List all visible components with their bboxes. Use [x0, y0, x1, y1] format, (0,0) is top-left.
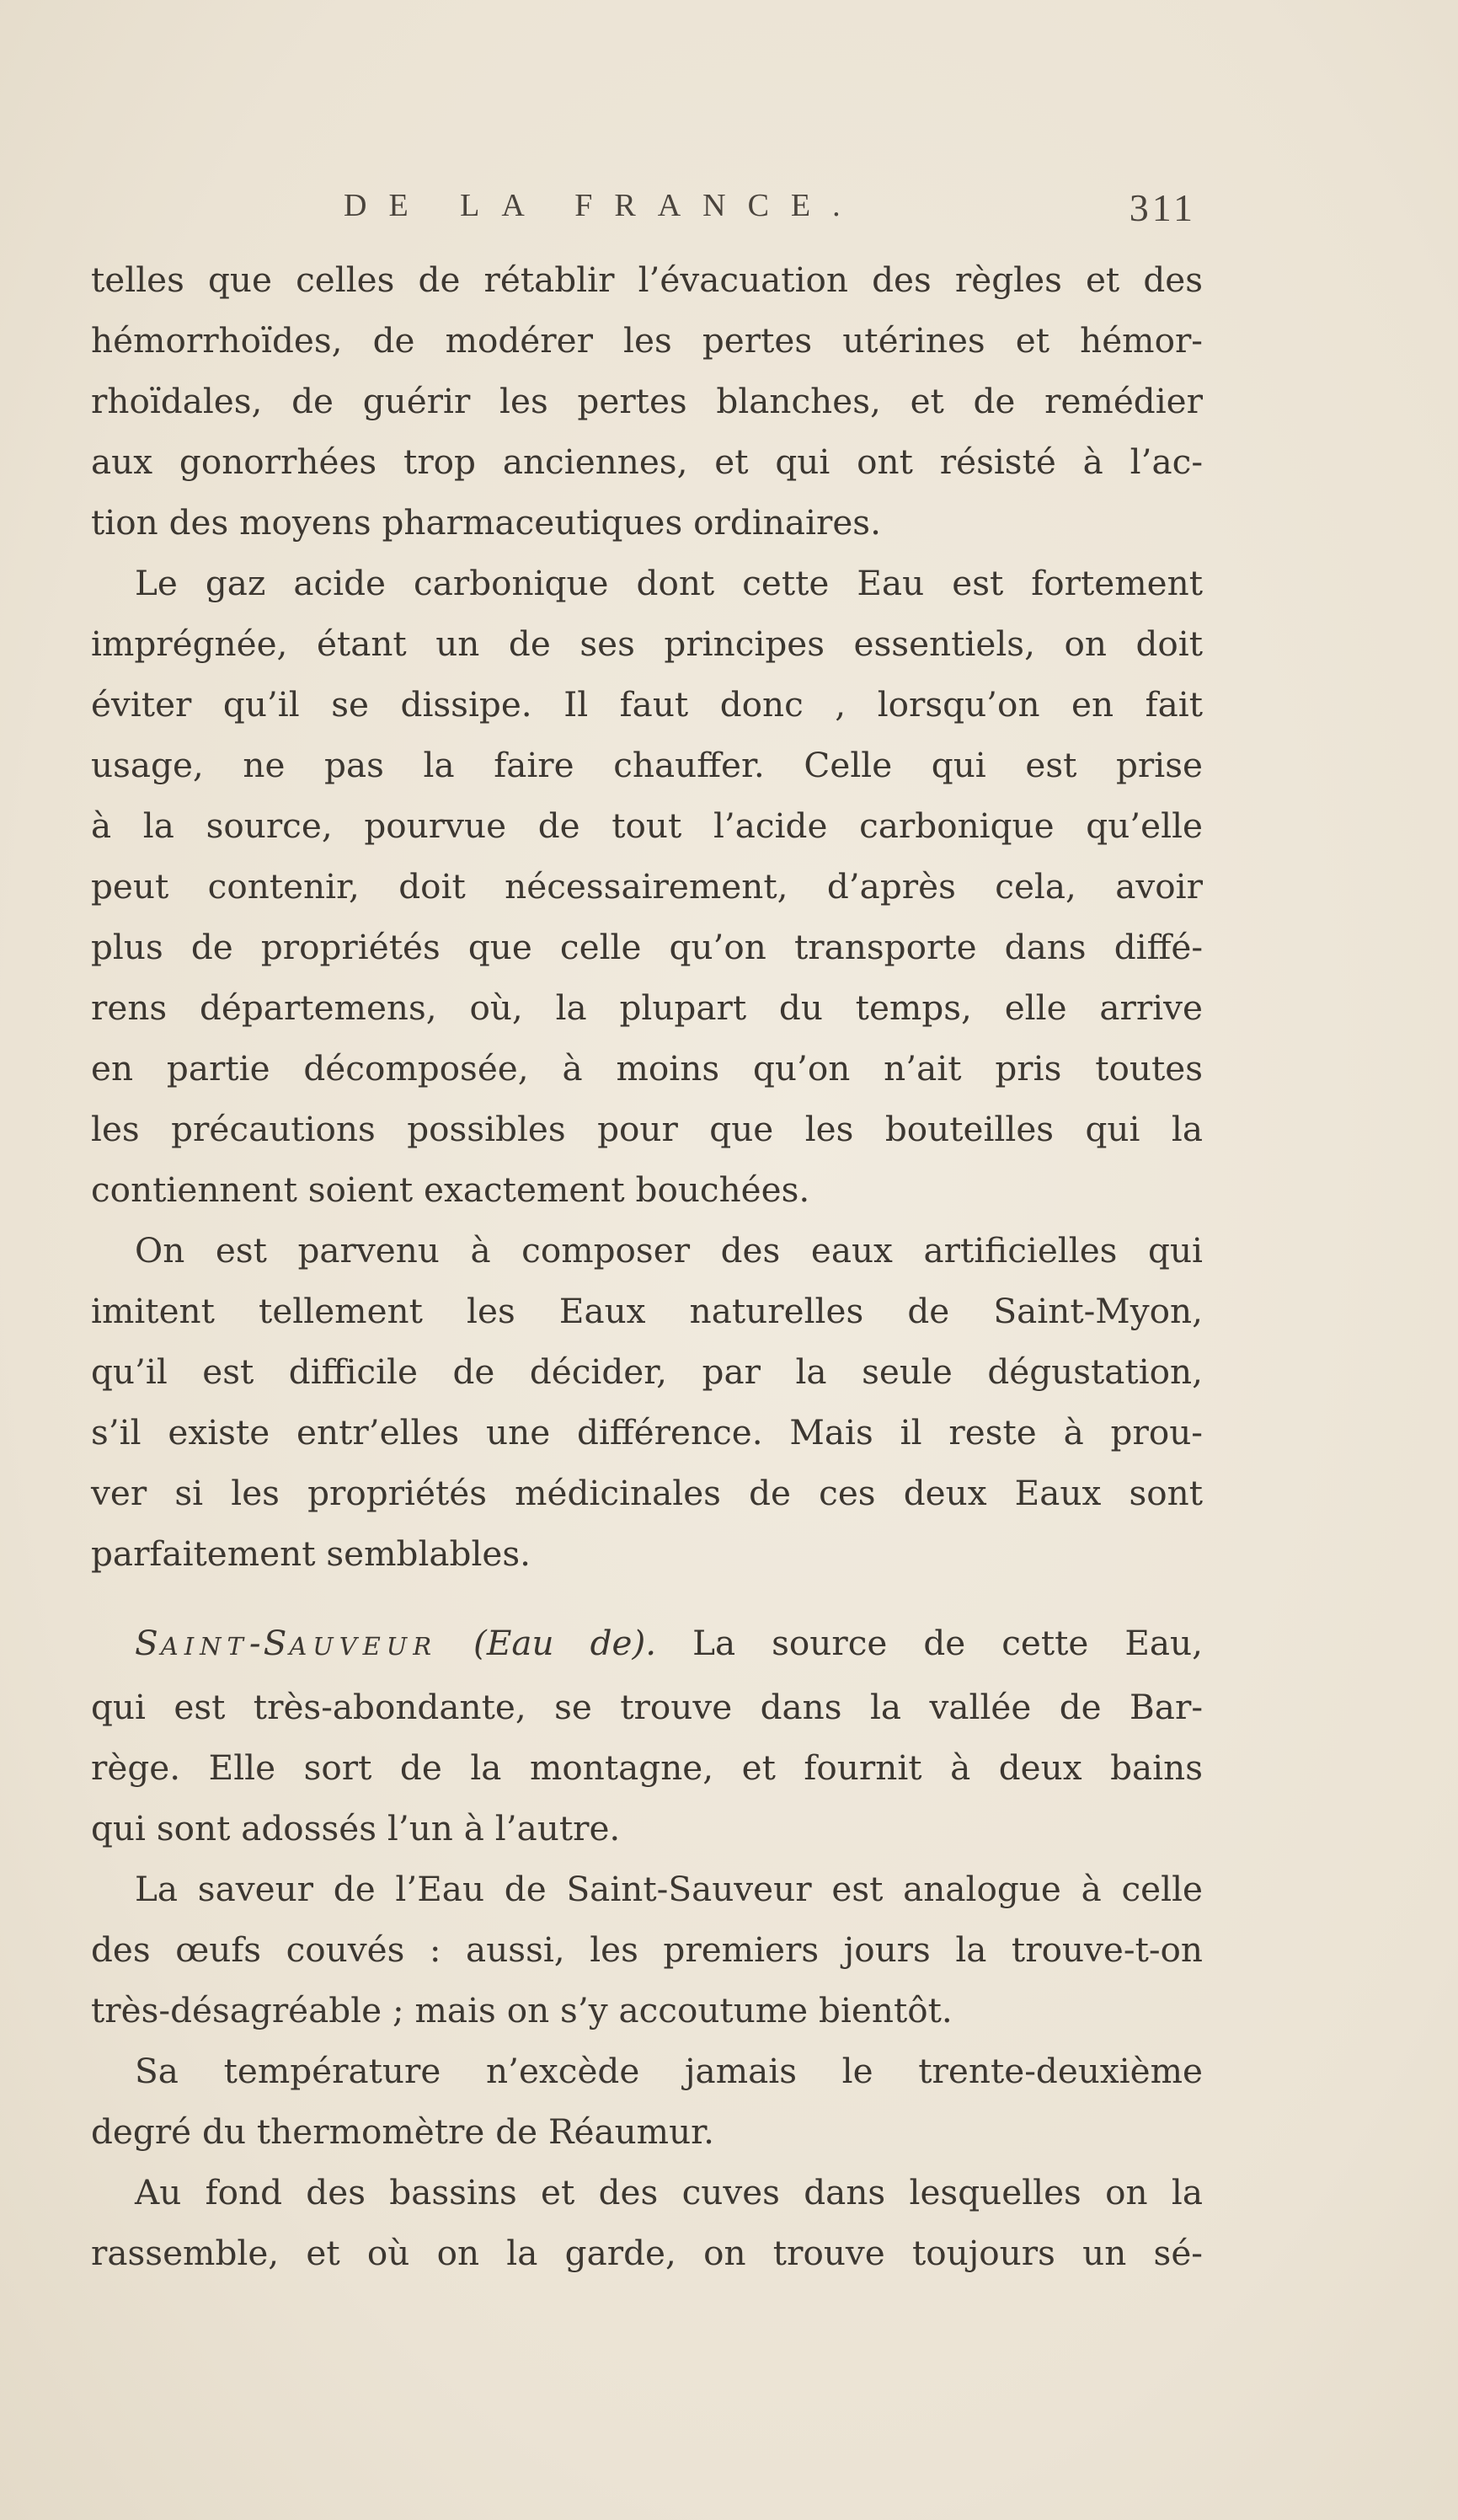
paragraph — [91, 2162, 1203, 2283]
text-line: des œufs couvés : aussi, les premiers jours la trouve-t-on — [91, 1929, 1203, 1970]
text-line: degré du thermomètre de Réaumur. — [91, 2111, 714, 2152]
text-line: parfaitement semblables. — [91, 1533, 531, 1574]
heading-smallcaps: AUVEUR — [289, 1632, 438, 1661]
text-line: Sa température n’excède jamais le trente-deuxième — [135, 2051, 1203, 2091]
paragraph — [91, 553, 1203, 1220]
text-line: rens départemens, où, la plupart du temps, elle arrive — [91, 987, 1203, 1028]
text-line: La saveur de l’Eau de Saint-Sauveur est analogue à celle — [135, 1869, 1203, 1909]
text-line: On est parvenu à composer des eaux artificielles qui — [135, 1230, 1203, 1271]
heading-dash: - — [248, 1623, 264, 1663]
paragraph — [91, 1220, 1203, 1584]
text-line: ver si les propriétés médicinales de ces deux Eaux sont — [91, 1473, 1203, 1513]
text-line: imprégnée, étant un de ses principes essentiels, on doit — [91, 623, 1203, 664]
text-line: les précautions possibles pour que les bouteilles qui la — [91, 1109, 1203, 1149]
running-title: DE LA FRANCE. — [344, 188, 863, 223]
paragraph — [91, 2041, 1203, 2162]
heading-initial: S — [135, 1623, 161, 1663]
text-line: Au fond des bassins et des cuves dans lesquelles on la — [135, 2172, 1203, 2212]
text-line: rège. Elle sort de la montagne, et fournit à deux bains — [91, 1747, 1203, 1788]
text-line: s’il existe entr’elles une différence. Mais il reste à prou- — [91, 1412, 1203, 1453]
text-line: qui est très-abondante, se trouve dans la vallée de Bar- — [91, 1687, 1203, 1727]
heading-initial: S — [263, 1623, 290, 1663]
text-line: éviter qu’il se dissipe. Il faut donc , lorsqu’on en fait — [91, 684, 1203, 725]
text-line: tion des moyens pharmaceutiques ordinaires. — [91, 502, 881, 543]
text-line: en partie décomposée, à moins qu’on n’ait pris toutes — [91, 1048, 1203, 1089]
page-header — [91, 187, 1196, 234]
entry-first-line — [91, 1613, 1203, 1677]
text-line: rassemble, et où on la garde, on trouve toujours un sé- — [91, 2233, 1203, 2273]
paragraph — [91, 1859, 1203, 2041]
heading-smallcaps: AINT — [160, 1632, 249, 1661]
text-line: qu’il est difficile de décider, par la seule dégustation, — [91, 1351, 1203, 1392]
heading-parenthetical: (Eau de). — [437, 1623, 657, 1663]
text-line: très-désagréable ; mais on s’y accoutume bientôt. — [91, 1990, 953, 2030]
text-line: usage, ne pas la faire chauffer. Celle qui est prise — [91, 745, 1203, 785]
text-line: contiennent soient exactement bouchées. — [91, 1169, 810, 1210]
text-line: qui sont adossés l’un à l’autre. — [91, 1808, 621, 1849]
section-gap — [91, 1584, 1203, 1613]
text-line: telles que celles de rétablir l’évacuation des règles et des — [91, 259, 1203, 300]
entry-saint-sauveur — [91, 1613, 1203, 1859]
entry-heading — [135, 1623, 437, 1663]
text-run: La source de cette Eau, — [656, 1623, 1203, 1663]
text-line: plus de propriétés que celle qu’on transporte dans diffé- — [91, 927, 1203, 967]
text-line: à la source, pourvue de tout l’acide carbonique qu’elle — [91, 805, 1203, 846]
text-line: rhoïdales, de guérir les pertes blanches, et de remédier — [91, 381, 1203, 421]
body-text — [91, 249, 1203, 2283]
page-number: 311 — [1129, 186, 1196, 229]
text-line: hémorrhoïdes, de modérer les pertes utérines et hémor- — [91, 320, 1203, 361]
text-line: aux gonorrhées trop anciennes, et qui ont résisté à l’ac- — [91, 441, 1203, 482]
text-line: imitent tellement les Eaux naturelles de Saint-Myon, — [91, 1291, 1203, 1331]
text-line: Le gaz acide carbonique dont cette Eau est fortement — [135, 563, 1203, 603]
paragraph-continued — [91, 249, 1203, 553]
text-line: peut contenir, doit nécessairement, d’après cela, avoir — [91, 866, 1203, 907]
